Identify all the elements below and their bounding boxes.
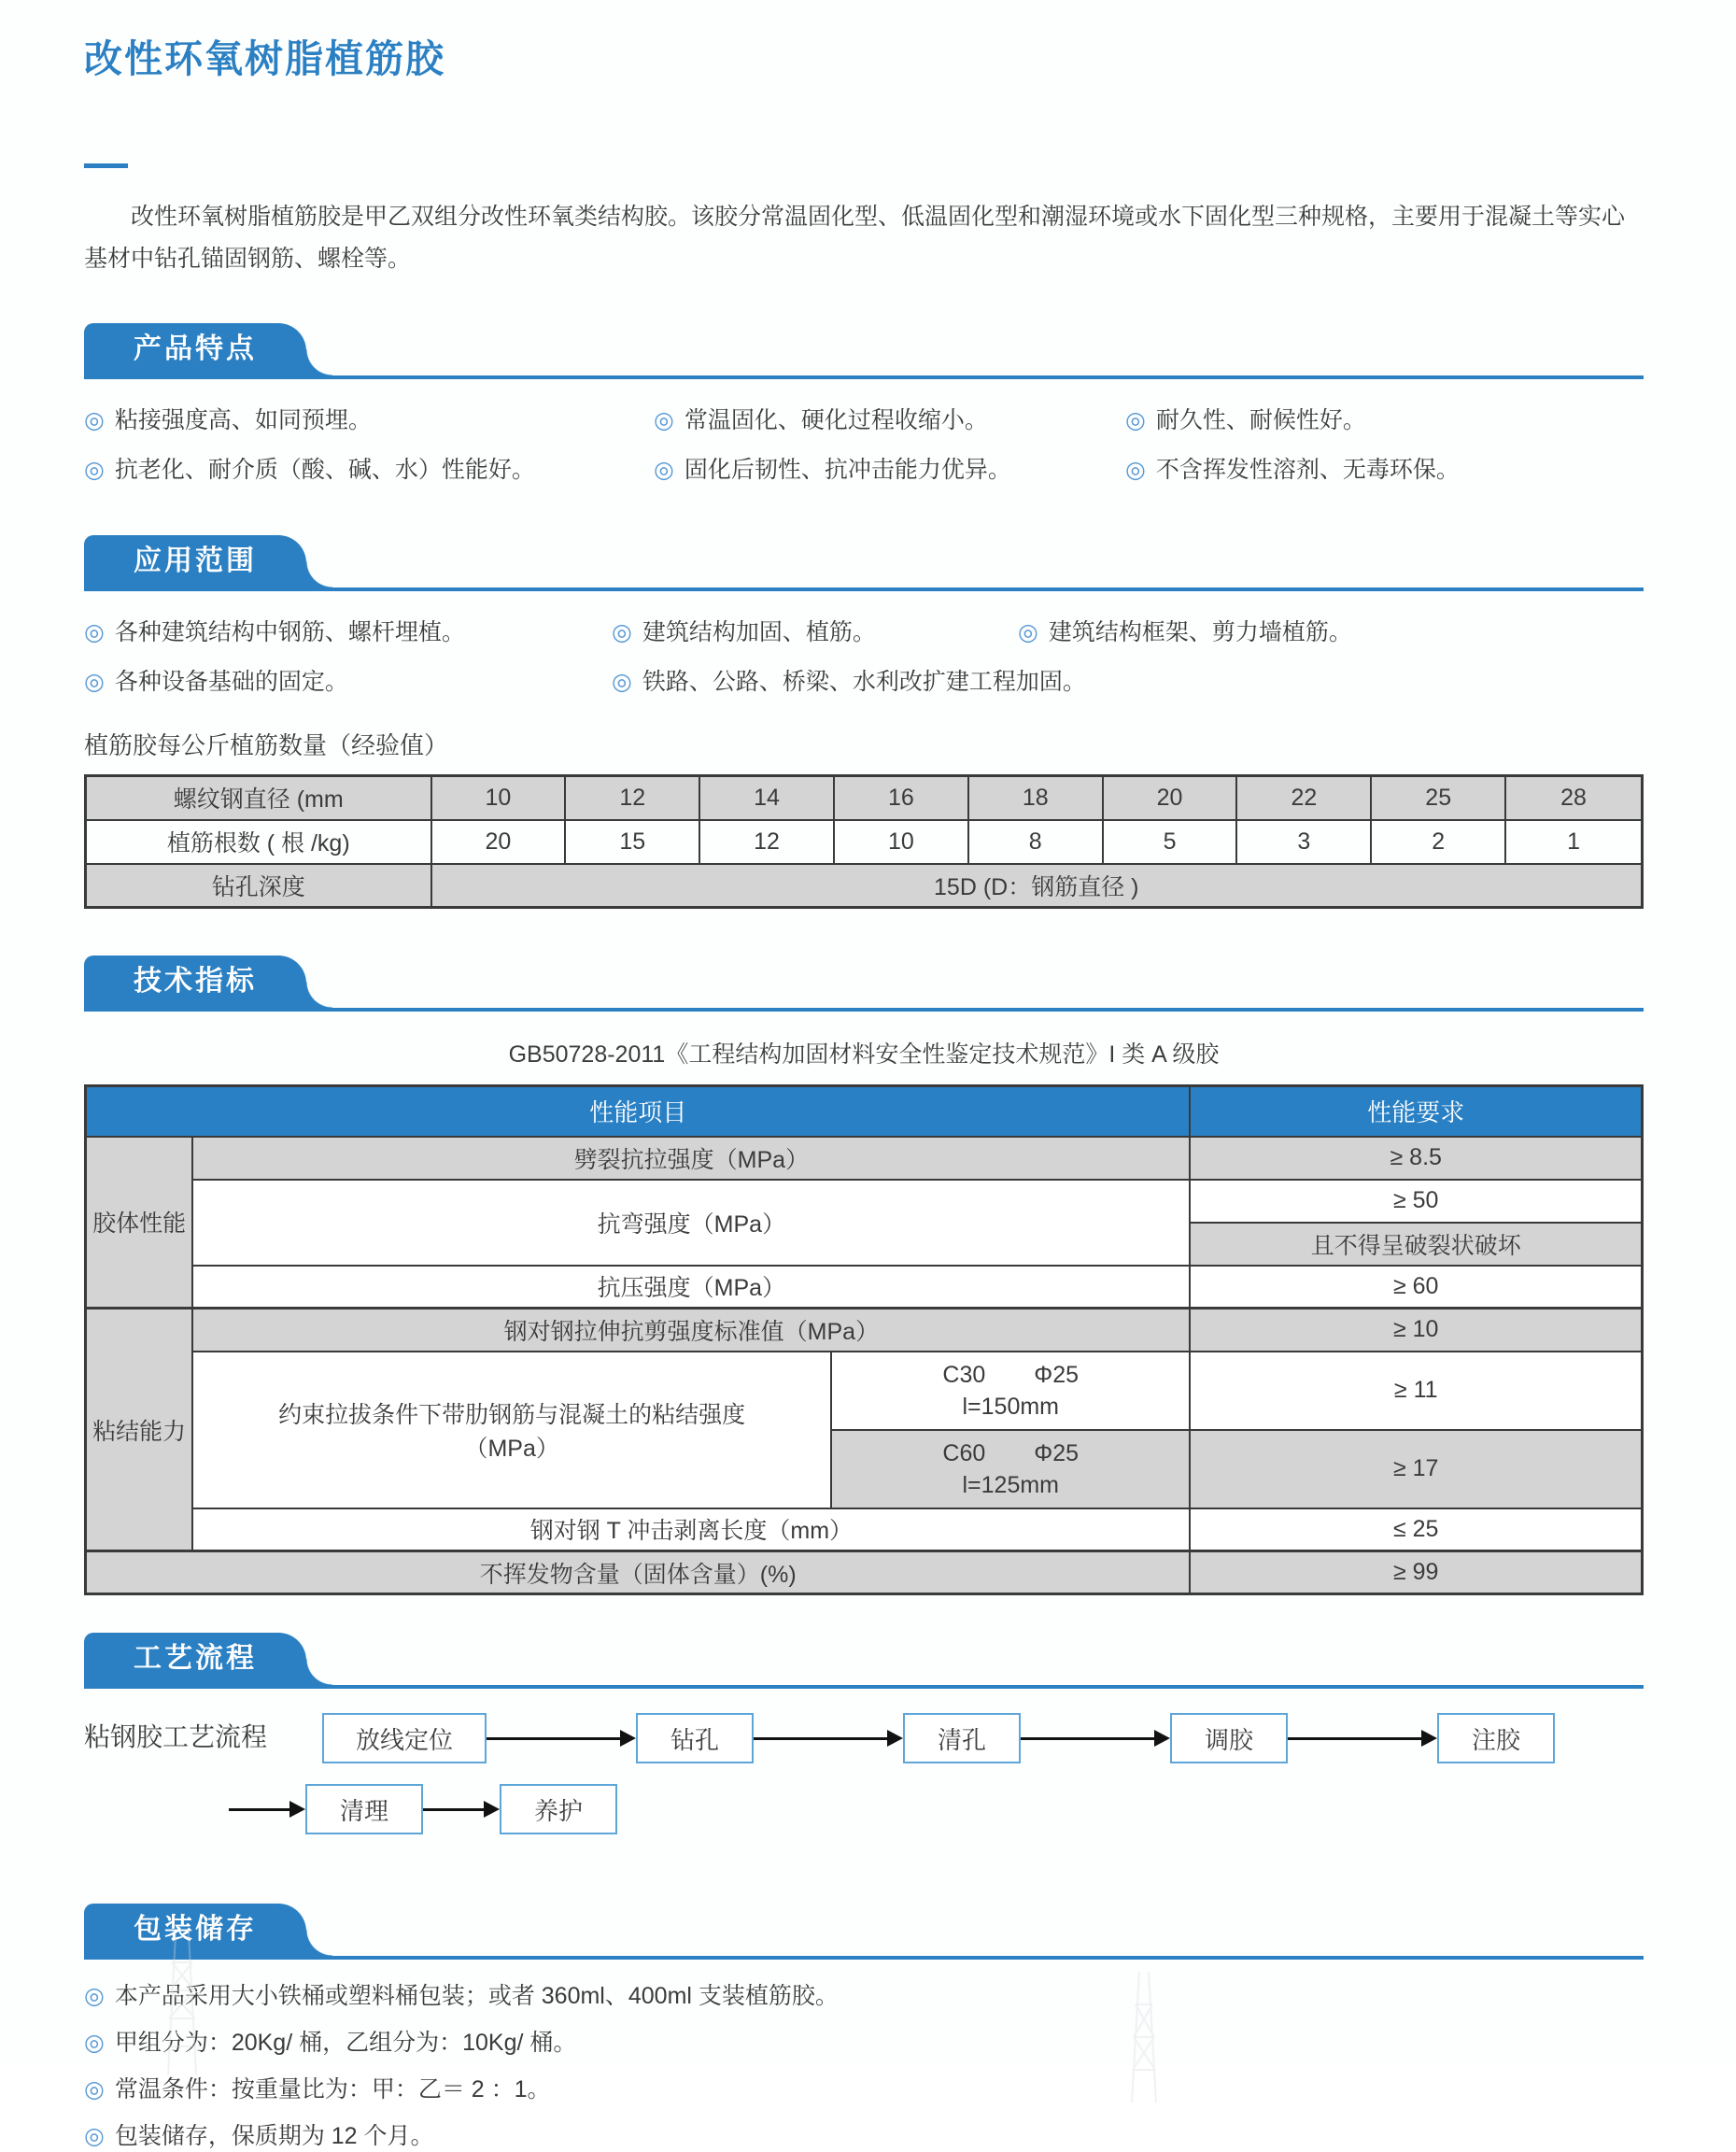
- grade-text: C60: [942, 1439, 986, 1466]
- section-features: [84, 323, 1644, 485]
- table-row: [86, 1309, 1643, 1352]
- diameter-text: Φ25: [1034, 1361, 1080, 1388]
- item-cell: 抗弯强度（MPa）: [192, 1180, 1190, 1266]
- condition-line: [838, 1437, 1183, 1469]
- list-item-text: 建筑结构加固、植筋。: [642, 619, 876, 645]
- list-item: [84, 451, 654, 485]
- section-packaging: [84, 1904, 1644, 2152]
- right-arrow-icon: [754, 1730, 903, 1747]
- section-header: [84, 535, 1644, 591]
- header-cell-item: 性能项目: [86, 1086, 1191, 1137]
- process-flowchart: [84, 1713, 1644, 1890]
- bullseye-bullet-icon: ◎: [84, 669, 105, 695]
- list-item-text: 常温固化、硬化过程收缩小。: [684, 407, 988, 433]
- list-item-text: 常温条件：按重量比为：甲：乙＝ 2 ：1。: [114, 2076, 551, 2102]
- req-cell: ≥ 11: [1190, 1352, 1642, 1430]
- list-item-text: 固化后韧性、抗冲击能力优异。: [684, 457, 1011, 483]
- data-cell: 16: [834, 776, 968, 820]
- condition-line: [838, 1359, 1183, 1391]
- list-item: [84, 2120, 1644, 2152]
- page-title: 改性环氧树脂植筋胶: [84, 37, 445, 80]
- bullseye-bullet-icon: ◎: [654, 407, 674, 433]
- right-arrow-icon: [1021, 1730, 1170, 1747]
- list-item: [612, 614, 1018, 647]
- list-item-text: 本产品采用大小铁桶或塑料桶包装；或者 360ml、400ml 支装植筋胶。: [114, 1983, 839, 2009]
- data-cell: 15D (D：钢筋直径 ): [431, 864, 1643, 908]
- bullseye-bullet-icon: ◎: [612, 669, 632, 695]
- applications-list: [84, 614, 1644, 697]
- flow-row-2: [229, 1784, 1644, 1834]
- list-item-text: 建筑结构框架、剪力墙植筋。: [1048, 619, 1352, 645]
- process-subtitle: 粘钢胶工艺流程: [84, 1722, 268, 1751]
- right-arrow-icon: [423, 1801, 500, 1818]
- section-badge-applications: 应用范围: [84, 535, 306, 588]
- bullseye-bullet-icon: ◎: [1125, 457, 1146, 483]
- list-item: [1125, 402, 1644, 435]
- data-cell: 1: [1505, 820, 1642, 864]
- list-item: [84, 402, 654, 435]
- list-item: [84, 663, 612, 697]
- data-cell: 20: [1103, 776, 1237, 820]
- flow-step-box: 钻孔: [636, 1713, 754, 1763]
- data-cell: 5: [1103, 820, 1237, 864]
- right-arrow-icon: [1288, 1730, 1437, 1747]
- table-row: [86, 776, 1643, 820]
- data-cell: 28: [1505, 776, 1642, 820]
- table-row: [86, 1137, 1643, 1180]
- title-underline: [84, 163, 128, 168]
- data-cell: 14: [699, 776, 834, 820]
- bullseye-bullet-icon: ◎: [654, 457, 674, 483]
- list-item: [1125, 451, 1644, 485]
- list-item: [654, 402, 1125, 435]
- bullseye-bullet-icon: ◎: [84, 2123, 105, 2149]
- req-cell: ≥ 99: [1190, 1551, 1642, 1594]
- table-row: [86, 1508, 1643, 1551]
- bullseye-bullet-icon: ◎: [84, 619, 105, 645]
- table-row: [86, 1352, 1643, 1430]
- bullseye-bullet-icon: ◎: [84, 407, 105, 433]
- flow-step-box: 调胶: [1170, 1713, 1288, 1763]
- section-header: [84, 956, 1644, 1012]
- flow-step-box: 放线定位: [322, 1713, 487, 1763]
- table-row: [86, 1551, 1643, 1594]
- section-tech: [84, 956, 1644, 1595]
- data-cell: 25: [1371, 776, 1505, 820]
- req-cell: ≥ 60: [1190, 1266, 1642, 1309]
- data-cell: 18: [968, 776, 1103, 820]
- data-cell: 12: [699, 820, 834, 864]
- list-item-text: 各种建筑结构中钢筋、螺杆埋植。: [114, 619, 465, 645]
- group-cell: 胶体性能: [86, 1137, 193, 1309]
- flow-row-1: [322, 1713, 1644, 1763]
- data-cell: 10: [431, 776, 566, 820]
- bullseye-bullet-icon: ◎: [612, 619, 632, 645]
- data-cell: 2: [1371, 820, 1505, 864]
- req-cell: ≥ 10: [1190, 1309, 1642, 1352]
- section-badge-packaging: 包装储存: [84, 1904, 306, 1956]
- list-item: [654, 451, 1125, 485]
- condition-cell: [831, 1352, 1190, 1430]
- item-label-line: 约束拉拔条件下带肋钢筋与混凝土的粘结强度: [278, 1401, 746, 1428]
- flow-step-box: 养护: [500, 1784, 617, 1834]
- table-row: [86, 820, 1643, 864]
- grade-text: C30: [942, 1361, 986, 1388]
- data-cell: 12: [565, 776, 699, 820]
- item-cell: 钢对钢拉伸抗剪强度标准值（MPa）: [192, 1309, 1190, 1352]
- section-badge-process: 工艺流程: [84, 1633, 306, 1685]
- table-header-row: [86, 1086, 1643, 1137]
- item-label-line: （MPa）: [464, 1435, 559, 1462]
- item-cell: 钢对钢 T 冲击剥离长度（mm）: [192, 1508, 1190, 1551]
- bullseye-bullet-icon: ◎: [1018, 619, 1038, 645]
- section-badge-features: 产品特点: [84, 323, 306, 375]
- req-cell: ≥ 50: [1190, 1180, 1642, 1223]
- list-item-text: 耐久性、耐候性好。: [1155, 407, 1366, 433]
- right-arrow-icon: [487, 1730, 636, 1747]
- section-header: [84, 1633, 1644, 1689]
- list-item-text: 粘接强度高、如同预埋。: [114, 407, 372, 433]
- list-item: [84, 614, 612, 647]
- tech-standard-caption: GB50728-2011《工程结构加固材料安全性鉴定技术规范》I 类 A 级胶: [508, 1041, 1220, 1068]
- list-item-text: 各种设备基础的固定。: [114, 669, 348, 695]
- rebar-count-table: [84, 774, 1644, 909]
- row-header-cell: 植筋根数 ( 根 /kg): [86, 820, 431, 864]
- req-cell: ≥ 8.5: [1190, 1137, 1642, 1180]
- section-process: [84, 1633, 1644, 1890]
- right-arrow-icon: [229, 1801, 305, 1818]
- features-list: [84, 402, 1644, 485]
- item-cell: [192, 1352, 831, 1508]
- packaging-list: [84, 1980, 1644, 2152]
- list-item-text: 包装储存，保质期为 12 个月。: [114, 2123, 434, 2149]
- list-item-text: 甲组分为：20Kg/ 桶，乙组分为：10Kg/ 桶。: [114, 2030, 577, 2056]
- item-cell: 不挥发物含量（固体含量）(%): [86, 1551, 1191, 1594]
- condition-line: l=125mm: [962, 1471, 1059, 1498]
- row-header-cell: 螺纹钢直径 (mm: [86, 776, 431, 820]
- req-cell: ≥ 17: [1190, 1430, 1642, 1508]
- header-cell-req: 性能要求: [1190, 1086, 1642, 1137]
- req-cell: 且不得呈破裂状破坏: [1190, 1223, 1642, 1266]
- table-row: [86, 1180, 1643, 1223]
- list-item: [84, 2027, 1644, 2059]
- section-header: [84, 1904, 1644, 1960]
- bullseye-bullet-icon: ◎: [84, 2076, 105, 2102]
- data-cell: 15: [565, 820, 699, 864]
- table-row: [86, 864, 1643, 908]
- list-item-text: 不含挥发性溶剂、无毒环保。: [1155, 457, 1460, 483]
- bullseye-bullet-icon: ◎: [1125, 407, 1146, 433]
- req-cell: ≤ 25: [1190, 1508, 1642, 1551]
- data-cell: 20: [431, 820, 566, 864]
- list-item: [84, 2074, 1644, 2105]
- list-item-text: 抗老化、耐介质（酸、碱、水）性能好。: [114, 457, 535, 483]
- data-cell: 22: [1236, 776, 1371, 820]
- list-item: [1018, 614, 1644, 647]
- list-item-text: 铁路、公路、桥梁、水利改扩建工程加固。: [642, 669, 1086, 695]
- item-cell: 劈裂抗拉强度（MPa）: [192, 1137, 1190, 1180]
- section-applications: [84, 535, 1644, 909]
- section-badge-tech: 技术指标: [84, 956, 306, 1008]
- bullseye-bullet-icon: ◎: [84, 457, 105, 483]
- flow-step-box: 清孔: [903, 1713, 1021, 1763]
- tech-spec-table: [84, 1084, 1644, 1595]
- bullseye-bullet-icon: ◎: [84, 2030, 105, 2056]
- bullseye-bullet-icon: ◎: [84, 1983, 105, 2009]
- data-cell: 10: [834, 820, 968, 864]
- intro-paragraph: 改性环氧树脂植筋胶是甲乙双组分改性环氧类结构胶。该胶分常温固化型、低温固化型和潮湿环境或水下固化型三种规格，主要用于混凝土等实心基材中钻孔锚固钢筋、螺栓等。: [84, 204, 1626, 272]
- data-cell: 3: [1236, 820, 1371, 864]
- item-cell: 抗压强度（MPa）: [192, 1266, 1190, 1309]
- section-header: [84, 323, 1644, 379]
- list-item: [84, 1980, 1644, 2012]
- table-row: [86, 1266, 1643, 1309]
- diameter-text: Φ25: [1034, 1439, 1080, 1466]
- flow-step-box: 清理: [305, 1784, 423, 1834]
- flow-step-box: 注胶: [1437, 1713, 1555, 1763]
- list-item: [612, 663, 1086, 697]
- condition-cell: [831, 1430, 1190, 1508]
- condition-line: l=150mm: [962, 1393, 1059, 1420]
- rebar-table-caption: 植筋胶每公斤植筋数量（经验值）: [84, 731, 449, 759]
- row-header-cell: 钻孔深度: [86, 864, 431, 908]
- data-cell: 8: [968, 820, 1103, 864]
- group-cell: 粘结能力: [86, 1309, 193, 1551]
